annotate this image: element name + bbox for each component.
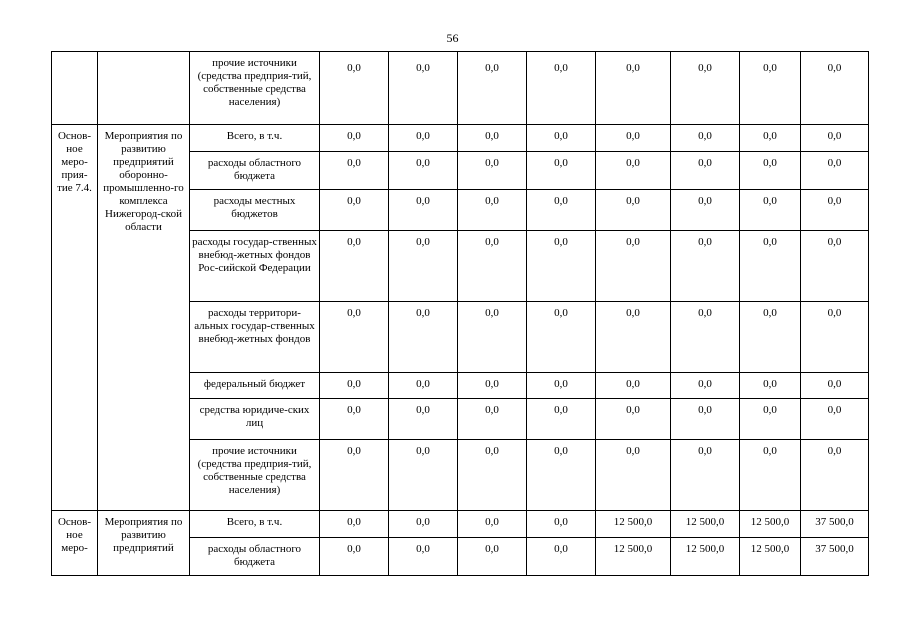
amount-cell: 0,0	[389, 399, 458, 440]
amount-cell: 0,0	[740, 373, 801, 399]
amount-cell: 0,0	[458, 399, 527, 440]
amount-cell: 0,0	[671, 152, 740, 190]
amount-cell: 0,0	[740, 125, 801, 152]
amount-cell: 0,0	[801, 302, 869, 373]
amount-cell: 0,0	[596, 373, 671, 399]
amount-cell: 0,0	[320, 152, 389, 190]
amount-cell: 0,0	[740, 152, 801, 190]
amount-cell: 0,0	[671, 52, 740, 125]
amount-cell: 0,0	[389, 52, 458, 125]
amount-cell: 0,0	[740, 231, 801, 302]
amount-cell: 0,0	[458, 302, 527, 373]
amount-cell: 0,0	[740, 302, 801, 373]
budget-table	[51, 51, 869, 576]
amount-cell: 12 500,0	[740, 538, 801, 576]
amount-cell: 0,0	[458, 373, 527, 399]
amount-cell: 0,0	[389, 440, 458, 511]
amount-cell: 0,0	[527, 538, 596, 576]
page-number: 56	[446, 31, 459, 45]
event-name-cell	[98, 52, 190, 125]
amount-cell: 0,0	[320, 190, 389, 231]
amount-cell: 0,0	[671, 125, 740, 152]
amount-cell: 0,0	[389, 231, 458, 302]
amount-cell: 0,0	[740, 399, 801, 440]
amount-cell: 0,0	[527, 190, 596, 231]
amount-cell: 12 500,0	[596, 511, 671, 538]
amount-cell: 0,0	[596, 399, 671, 440]
amount-cell: 0,0	[596, 190, 671, 231]
amount-cell: 0,0	[458, 152, 527, 190]
amount-cell: 0,0	[801, 231, 869, 302]
amount-cell: 0,0	[671, 399, 740, 440]
amount-cell: 12 500,0	[671, 511, 740, 538]
amount-cell: 0,0	[389, 538, 458, 576]
amount-cell: 0,0	[671, 440, 740, 511]
amount-cell: 0,0	[801, 52, 869, 125]
table-row	[52, 52, 869, 125]
amount-cell: 0,0	[596, 125, 671, 152]
funding-source-cell: прочие источники (средства предприя-тий, собственные средства населения)	[190, 440, 320, 511]
amount-cell: 0,0	[389, 511, 458, 538]
amount-cell: 37 500,0	[801, 538, 869, 576]
amount-cell: 12 500,0	[740, 511, 801, 538]
amount-cell: 0,0	[458, 125, 527, 152]
funding-source-cell: прочие источники (средства предприя-тий, собственные средства населения)	[190, 52, 320, 125]
amount-cell: 0,0	[458, 231, 527, 302]
event-number-cell: Основ-ное меро-	[52, 511, 98, 576]
amount-cell: 0,0	[596, 440, 671, 511]
amount-cell: 0,0	[596, 231, 671, 302]
funding-source-cell: расходы областного бюджета	[190, 538, 320, 576]
funding-source-cell: расходы территори-альных государ-ственных внебюд-жетных фондов	[190, 302, 320, 373]
amount-cell: 0,0	[458, 52, 527, 125]
amount-cell: 0,0	[671, 302, 740, 373]
amount-cell: 0,0	[320, 538, 389, 576]
amount-cell: 0,0	[320, 231, 389, 302]
amount-cell: 0,0	[596, 302, 671, 373]
amount-cell: 0,0	[389, 125, 458, 152]
event-number-cell	[52, 52, 98, 125]
funding-source-cell: расходы областного бюджета	[190, 152, 320, 190]
amount-cell: 0,0	[389, 152, 458, 190]
amount-cell: 0,0	[527, 152, 596, 190]
amount-cell: 0,0	[740, 440, 801, 511]
amount-cell: 0,0	[458, 538, 527, 576]
amount-cell: 37 500,0	[801, 511, 869, 538]
funding-source-cell: Всего, в т.ч.	[190, 125, 320, 152]
table-row	[52, 125, 869, 152]
amount-cell: 0,0	[527, 52, 596, 125]
amount-cell: 0,0	[671, 190, 740, 231]
amount-cell: 0,0	[320, 52, 389, 125]
amount-cell: 0,0	[740, 52, 801, 125]
event-name-cell: Мероприятия по развитию предприятий оборонно-промышленно-го комплекса Нижегород-ской области	[98, 125, 190, 511]
amount-cell: 0,0	[389, 373, 458, 399]
amount-cell: 0,0	[320, 440, 389, 511]
amount-cell: 0,0	[671, 373, 740, 399]
amount-cell: 0,0	[320, 511, 389, 538]
amount-cell: 0,0	[527, 125, 596, 152]
amount-cell: 0,0	[801, 152, 869, 190]
amount-cell: 0,0	[801, 190, 869, 231]
amount-cell: 0,0	[596, 152, 671, 190]
amount-cell: 0,0	[801, 440, 869, 511]
funding-source-cell: средства юридиче-ских лиц	[190, 399, 320, 440]
amount-cell: 0,0	[320, 399, 389, 440]
amount-cell: 0,0	[527, 399, 596, 440]
funding-source-cell: Всего, в т.ч.	[190, 511, 320, 538]
amount-cell: 12 500,0	[596, 538, 671, 576]
amount-cell: 0,0	[596, 52, 671, 125]
event-name-cell: Мероприятия по развитию предприятий	[98, 511, 190, 576]
table-body	[52, 52, 869, 576]
event-number-cell: Основ-ное меро-прия-тие 7.4.	[52, 125, 98, 511]
funding-source-cell: расходы государ-ственных внебюд-жетных фондов Рос-сийской Федерации	[190, 231, 320, 302]
amount-cell: 0,0	[527, 373, 596, 399]
table-row	[52, 511, 869, 538]
amount-cell: 0,0	[527, 231, 596, 302]
amount-cell: 0,0	[527, 511, 596, 538]
amount-cell: 0,0	[458, 511, 527, 538]
amount-cell: 0,0	[801, 399, 869, 440]
amount-cell: 0,0	[458, 440, 527, 511]
amount-cell: 0,0	[389, 190, 458, 231]
amount-cell: 0,0	[389, 302, 458, 373]
amount-cell: 0,0	[801, 125, 869, 152]
amount-cell: 0,0	[527, 302, 596, 373]
amount-cell: 0,0	[458, 190, 527, 231]
amount-cell: 0,0	[320, 302, 389, 373]
amount-cell: 0,0	[671, 231, 740, 302]
amount-cell: 12 500,0	[671, 538, 740, 576]
funding-source-cell: расходы местных бюджетов	[190, 190, 320, 231]
amount-cell: 0,0	[527, 440, 596, 511]
amount-cell: 0,0	[740, 190, 801, 231]
amount-cell: 0,0	[320, 125, 389, 152]
amount-cell: 0,0	[320, 373, 389, 399]
funding-source-cell: федеральный бюджет	[190, 373, 320, 399]
amount-cell: 0,0	[801, 373, 869, 399]
